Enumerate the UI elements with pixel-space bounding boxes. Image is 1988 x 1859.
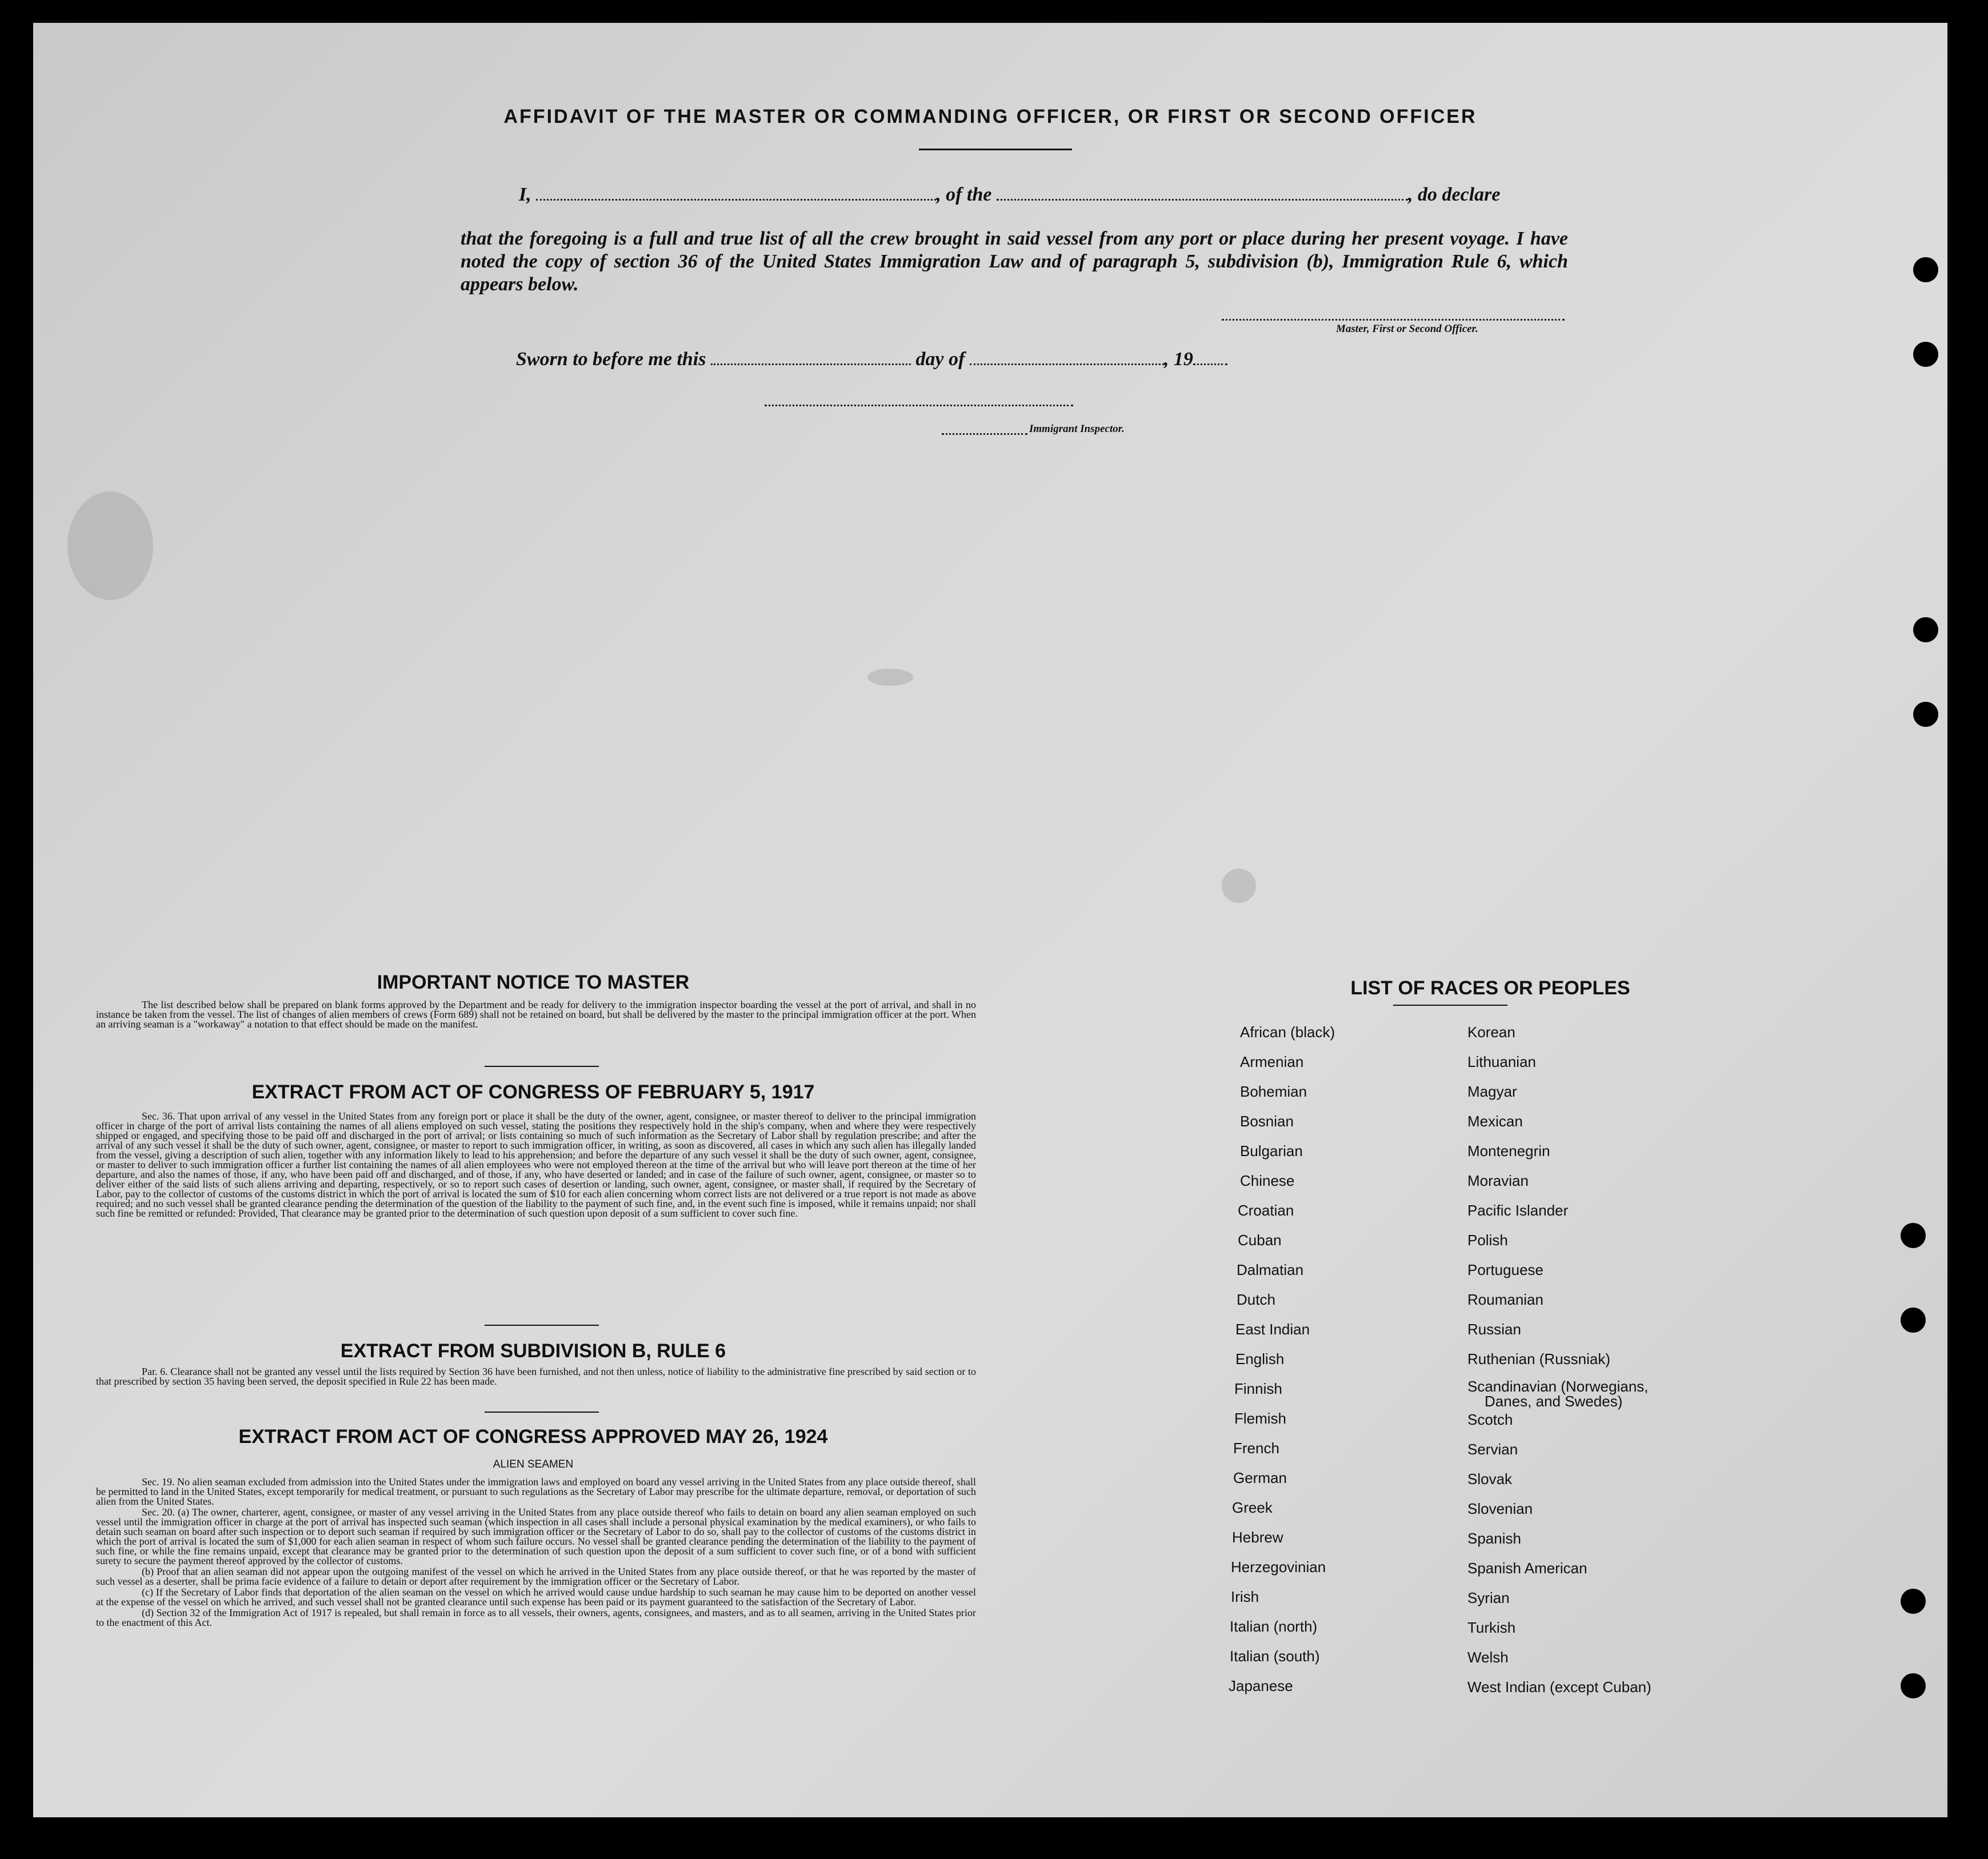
sworn-label: Sworn to before me this bbox=[516, 349, 706, 370]
race-item: Pacific Islander bbox=[1467, 1202, 1569, 1219]
race-item: Bosnian bbox=[1240, 1113, 1294, 1130]
inspector-label: Immigrant Inspector. bbox=[1029, 423, 1125, 435]
race-item: Lithuanian bbox=[1467, 1053, 1536, 1070]
sworn-day-field[interactable] bbox=[711, 349, 911, 365]
punch-hole bbox=[1901, 1308, 1926, 1333]
race-item: Syrian bbox=[1467, 1589, 1510, 1606]
stain bbox=[67, 491, 153, 600]
race-item: German bbox=[1233, 1469, 1287, 1486]
race-item: Japanese bbox=[1229, 1677, 1293, 1694]
act-1924-title: EXTRACT FROM ACT OF CONGRESS APPROVED MAY 26, 1924 bbox=[238, 1426, 828, 1448]
race-item: Moravian bbox=[1467, 1172, 1529, 1189]
divider bbox=[485, 1325, 599, 1326]
stain bbox=[1222, 869, 1256, 903]
race-item: Danes, and Swedes) bbox=[1485, 1393, 1623, 1410]
race-item: Roumanian bbox=[1467, 1291, 1543, 1308]
races-title: LIST OF RACES OR PEOPLES bbox=[1350, 977, 1630, 999]
race-item: Ruthenian (Russniak) bbox=[1467, 1350, 1611, 1368]
sworn-month-field[interactable] bbox=[970, 349, 1164, 365]
sworn-year-field[interactable] bbox=[1193, 349, 1227, 365]
alien-seamen-subtitle: ALIEN SEAMEN bbox=[493, 1458, 574, 1470]
race-item: Spanish American bbox=[1467, 1560, 1587, 1577]
i-label: I, bbox=[519, 184, 531, 205]
punch-hole bbox=[1901, 1673, 1926, 1698]
affidavit-body: that the foregoing is a full and true list of all the crew brought in said vessel from any port or place during her present voyage. I have noted the copy of section 36 of the United States Immigration Law and of paragraph 5, subdivision (b), Immigration Rule 6, which appears below. bbox=[461, 228, 1568, 295]
race-item: African (black) bbox=[1240, 1024, 1335, 1041]
race-item: Flemish bbox=[1234, 1410, 1287, 1427]
race-item: Scandinavian (Norwegians, bbox=[1467, 1378, 1649, 1395]
race-item: Herzegovinian bbox=[1231, 1558, 1326, 1576]
race-item: Spanish bbox=[1467, 1530, 1521, 1547]
affidavit-first-line bbox=[519, 184, 1500, 206]
race-item: Montenegrin bbox=[1467, 1142, 1550, 1160]
inspector-dotted-lead bbox=[942, 433, 1027, 435]
notice-text: The list described below shall be prepared on blank forms approved by the Department and be ready for delivery to the immigration inspector boarding the vessel at the port of arrival, and shall in no instance be taken from the vessel. The list of changes of alien members of crews (Form 689) shall not be retained on board, but shall be delivered by the master to the principal immigration officer at the port. When an arriving seaman is a "workaway" a notation to that effect should be made on the manifest. bbox=[96, 999, 976, 1030]
act-1917-text: Sec. 36. That upon arrival of any vessel in the United States from any foreign port or place it shall be the duty of the owner, agent, consignee, or master thereof to deliver to the principal immigration officer in charge of the port of arrival lists containing the names of all aliens employed on such vessel, stating the positions they respectively hold in the ship's company, when and where they were respectively shipped or engaged, and specifying those to be paid off and discharged in the port of arrival; or lists containing so much of such information as the Secretary of Labor shall by regulation prescribe; and after the arrival of any such vessel it shall be the duty of such owner, agent, consignee, or master to report to such immigration officer, in writing, as soon as discovered, all cases in which any such alien has illegally landed from the vessel, giving a description of such alien, together with any information likely to lead to his apprehension; and before the departure of any such vessel it shall be the duty of such owner, agent, consignee, or master to deliver to such immigration officer a further list containing the names of all alien employees who were not employed thereon at the time of the arrival but who will leave port thereon at the time of her departure, and also the names of those, if any, who have been paid off and discharged, and of those, if any, who have deserted or landed; and in case of the failure of such owner, agent, consignee, or master so to deliver either of the said lists of such aliens arriving and departing, respectively, or so to report such cases of desertion or landing, such owner, agent, consignee, or master shall, if required by the Secretary of Labor, pay to the collector of customs of the customs district in which the port of arrival is located the sum of $10 for each alien concerning whom correct lists are not delivered or a true report is not made as above required; and no such vessel shall be granted clearance pending the determination of the question of the liability to the payment of such fine, and, in the event such fine is imposed, while it remains unpaid; nor shall such fine be remitted or refunded: Provided, That clearance may be granted prior to the determination of such question upon deposit of a sum sufficient to cover such fine. bbox=[96, 1110, 976, 1219]
day-of-label: day of bbox=[915, 349, 965, 370]
do-declare-label: , do declare bbox=[1408, 184, 1501, 205]
document-sheet bbox=[33, 23, 1947, 1817]
race-item: Irish bbox=[1231, 1588, 1259, 1605]
act-1924-paragraph: (c) If the Secretary of Labor finds that deportation of the alien seaman on the vessel on which he arrived would cause undue hardship to such seaman he may cause him to be deported on another vessel at the expense of the vessel on which he arrived, and such vessel shall not be granted clearance until such expense has been paid or its payment guaranteed to the satisfaction of the Secretary of Labor. bbox=[96, 1586, 976, 1608]
act-1924-text bbox=[96, 1477, 976, 1629]
divider bbox=[485, 1066, 599, 1067]
race-item: Polish bbox=[1467, 1232, 1508, 1249]
inspector-signature-field[interactable] bbox=[765, 405, 1073, 406]
act-1924-paragraph: (b) Proof that an alien seaman did not appear upon the outgoing manifest of the vessel on which he arrived in the United States from any place outside thereof, or that he was reported by the master of such vessel as a deserter, shall be prima facie evidence of a failure to detain or deport after requirement by the immigration officer or the Secretary of Labor. bbox=[96, 1566, 976, 1587]
punch-hole bbox=[1913, 617, 1938, 642]
race-item: Turkish bbox=[1467, 1619, 1516, 1636]
race-item: Portuguese bbox=[1467, 1261, 1543, 1278]
race-item: Chinese bbox=[1240, 1172, 1295, 1189]
punch-hole bbox=[1913, 702, 1938, 727]
race-item: Bulgarian bbox=[1240, 1142, 1303, 1160]
punch-hole bbox=[1901, 1589, 1926, 1614]
master-signature-label: Master, First or Second Officer. bbox=[1336, 323, 1478, 335]
sworn-line bbox=[516, 349, 1227, 370]
race-item: Armenian bbox=[1240, 1053, 1304, 1070]
vessel-field[interactable] bbox=[997, 184, 1408, 201]
race-item: West Indian (except Cuban) bbox=[1467, 1678, 1651, 1696]
year-prefix-label: , 19 bbox=[1163, 349, 1193, 370]
race-item: Korean bbox=[1467, 1024, 1515, 1041]
title-rule bbox=[919, 149, 1072, 150]
race-item: French bbox=[1233, 1440, 1279, 1457]
race-item: Mexican bbox=[1467, 1113, 1523, 1130]
race-item: Italian (south) bbox=[1230, 1648, 1320, 1665]
race-item: Croatian bbox=[1238, 1202, 1294, 1219]
race-item: Italian (north) bbox=[1230, 1618, 1318, 1635]
race-item: English bbox=[1235, 1350, 1285, 1368]
divider bbox=[1393, 1005, 1507, 1006]
act-1924-paragraph: Sec. 19. No alien seaman excluded from admission into the United States under the immigration laws and employed on board any vessel arriving in the United States from any place outside thereof, shall be permitted to land in the United States, except temporarily for medical treatment, or pursuant to such regulations as the Secretary of Labor may prescribe for the ultimate departure, removal, or deportation of such alien from the United States. bbox=[96, 1476, 976, 1507]
stain bbox=[867, 669, 913, 686]
race-item: Hebrew bbox=[1232, 1529, 1283, 1546]
race-item: Servian bbox=[1467, 1441, 1518, 1458]
act-1924-paragraph: (d) Section 32 of the Immigration Act of 1917 is repealed, but shall remain in force as to all vessels, their owners, agents, consignees, and masters, and as to all seamen, arriving in the United States prior to the enactment of this Act. bbox=[96, 1607, 976, 1628]
name-field[interactable] bbox=[536, 184, 936, 201]
affidavit-title: AFFIDAVIT OF THE MASTER OR COMMANDING OFFICER, OR FIRST OR SECOND OFFICER bbox=[503, 106, 1477, 127]
race-item: East Indian bbox=[1235, 1321, 1310, 1338]
punch-hole bbox=[1913, 257, 1938, 282]
race-item: Scotch bbox=[1467, 1411, 1513, 1428]
race-item: Slovenian bbox=[1467, 1500, 1533, 1517]
act-1917-title: EXTRACT FROM ACT OF CONGRESS OF FEBRUARY 5, 1917 bbox=[251, 1081, 815, 1103]
notice-title: IMPORTANT NOTICE TO MASTER bbox=[377, 972, 690, 993]
of-the-label: , of the bbox=[936, 184, 992, 205]
rule-6-text: Par. 6. Clearance shall not be granted any vessel until the lists required by Section 36 have been furnished, and not then unless, notice of liability to the administrative fine prescribed by said section or to that prescribed by section 35 having been served, the deposit specified in Rule 22 has been made. bbox=[96, 1366, 976, 1387]
punch-hole bbox=[1913, 342, 1938, 367]
act-1924-paragraph: Sec. 20. (a) The owner, charterer, agent, consignee, or master of any vessel arriving in the United States from any place outside thereof who fails to detain on board any alien seaman employed on such vessel until the immigration officer in charge at the port of arrival has inspected such seaman (which inspection in all cases shall include a personal physical examination by the medical examiners), or who fails to detain such seaman on board after such inspection or to deport such seaman if required by such immigration officer or the Secretary of Labor to do so, shall pay to the collector of customs of the customs district in which the port of arrival is located the sum of $1,000 for each alien seaman in respect of whom such failure occurs. No vessel shall be granted clearance pending the determination of the liability to the payment of such fine, or while the fine remains unpaid, except that clearance may be granted prior to the determination of such question upon the deposit of a sum sufficient to cover such fine, or of a bond with sufficient surety to secure the payment thereof approved by the collector of customs. bbox=[96, 1506, 976, 1566]
race-item: Dutch bbox=[1237, 1291, 1275, 1308]
master-signature-field[interactable] bbox=[1222, 319, 1565, 321]
race-item: Greek bbox=[1232, 1499, 1273, 1516]
race-item: Russian bbox=[1467, 1321, 1521, 1338]
punch-hole bbox=[1901, 1223, 1926, 1248]
divider bbox=[485, 1412, 599, 1413]
race-item: Welsh bbox=[1467, 1649, 1509, 1666]
race-item: Slovak bbox=[1467, 1470, 1513, 1488]
race-item: Cuban bbox=[1238, 1232, 1282, 1249]
race-item: Magyar bbox=[1467, 1083, 1517, 1100]
race-item: Bohemian bbox=[1240, 1083, 1307, 1100]
race-item: Finnish bbox=[1234, 1380, 1282, 1397]
race-item: Dalmatian bbox=[1237, 1261, 1304, 1278]
rule-6-title: EXTRACT FROM SUBDIVISION B, RULE 6 bbox=[340, 1340, 726, 1362]
